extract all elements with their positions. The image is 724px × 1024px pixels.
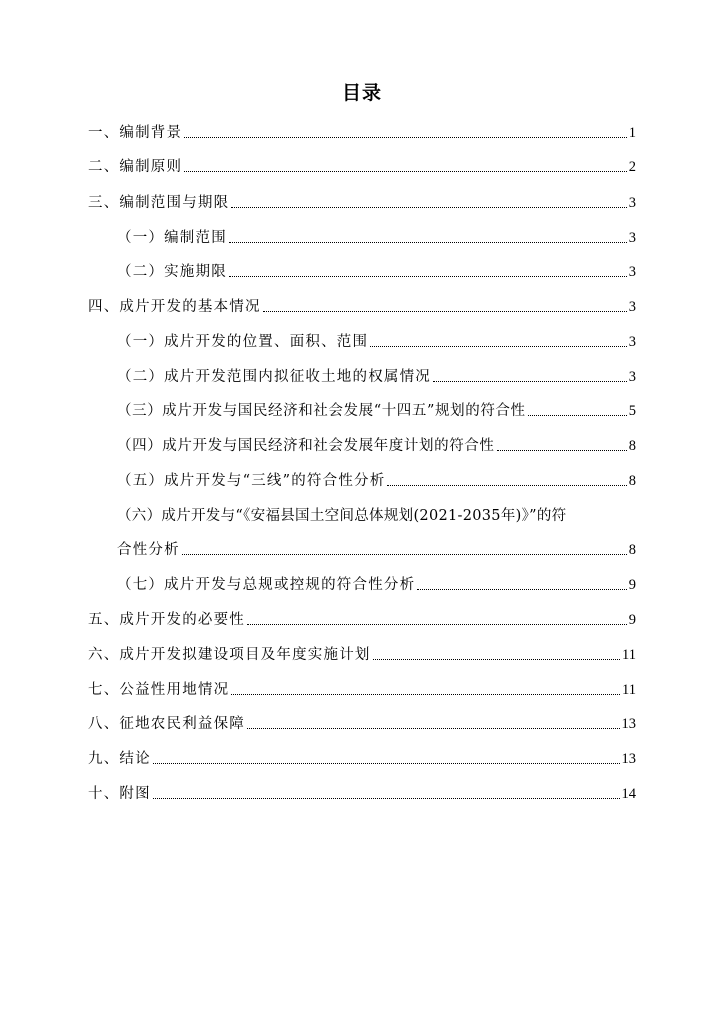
dot-leader — [184, 170, 627, 172]
dot-leader — [182, 553, 627, 555]
dot-leader — [528, 414, 627, 416]
toc-title: 目录 — [341, 82, 382, 104]
toc-entry-2[interactable] — [0, 156, 724, 178]
toc-entry-label: 一、编制背景 — [88, 125, 183, 141]
dot-leader — [497, 449, 627, 451]
toc-entry-label: 三、编制范围与期限 — [88, 195, 230, 211]
dot-leader — [263, 310, 627, 312]
toc-entry-label: 八、征地农民利益保障 — [88, 716, 245, 732]
toc-page-number: 1 — [628, 125, 636, 141]
toc-entry-label: （二）成片开发范围内拟征收土地的权属情况 — [117, 369, 431, 385]
toc-page-number: 3 — [628, 195, 636, 211]
dot-leader — [229, 275, 627, 277]
toc-page-number: 3 — [628, 230, 636, 246]
toc-entry-5[interactable] — [0, 609, 724, 631]
toc-entry-label: （一）成片开发的位置、面积、范围 — [117, 334, 369, 350]
toc-entry-label: 十、附图 — [88, 786, 151, 802]
toc-entry-7[interactable] — [0, 679, 724, 701]
toc-entry-10[interactable] — [0, 783, 724, 805]
toc-page-number: 9 — [628, 577, 636, 593]
toc-entry-label: 二、编制原则 — [88, 159, 183, 175]
toc-entry-4-1[interactable] — [0, 331, 724, 353]
toc-entry-4-6[interactable] — [0, 505, 724, 563]
toc-page-number: 11 — [622, 682, 636, 698]
toc-entry-label: （一）编制范围 — [117, 230, 227, 246]
toc-entry-4-2[interactable] — [0, 366, 724, 388]
dot-leader — [247, 623, 627, 625]
toc-page-number: 5 — [628, 403, 636, 419]
toc-entry-label: 五、成片开发的必要性 — [88, 612, 245, 628]
toc-page-number: 14 — [621, 786, 636, 802]
toc-entry-3-1[interactable] — [0, 227, 724, 249]
toc-page-number: 3 — [628, 369, 636, 385]
dot-leader — [229, 241, 627, 243]
toc-entry-label: （五）成片开发与“三线”的符合性分析 — [117, 473, 386, 489]
toc-entry-label: 四、成片开发的基本情况 — [88, 299, 261, 315]
dot-leader — [370, 345, 627, 347]
dot-leader — [387, 484, 626, 486]
toc-entry-3-2[interactable] — [0, 261, 724, 283]
toc-entry-3[interactable] — [0, 192, 724, 214]
dot-leader — [373, 658, 620, 660]
toc-page-number: 3 — [628, 334, 636, 350]
toc-page-number: 3 — [628, 299, 636, 315]
dot-leader — [231, 693, 620, 695]
dot-leader — [184, 136, 627, 138]
toc-entry-label: （二）实施期限 — [117, 264, 227, 280]
toc-entry-8[interactable] — [0, 713, 724, 735]
toc-page-number: 8 — [628, 542, 636, 558]
toc-entry-label-line-2: 合性分析 — [117, 542, 180, 558]
dot-leader — [153, 797, 620, 799]
toc-entry-label: （四）成片开发与国民经济和社会发展年度计划的符合性 — [117, 438, 495, 454]
toc-page-number: 11 — [622, 647, 636, 663]
toc-entry-4-3[interactable] — [0, 400, 724, 422]
dot-leader — [247, 727, 620, 729]
toc-page-number: 8 — [628, 473, 636, 489]
dot-leader — [231, 206, 626, 208]
toc-entry-6[interactable] — [0, 644, 724, 666]
toc-page-number: 8 — [628, 438, 636, 454]
toc-page-number: 2 — [628, 159, 636, 175]
toc-entry-label: 九、结论 — [88, 751, 151, 767]
toc-page-number: 9 — [628, 612, 636, 628]
toc-entry-1[interactable] — [0, 122, 724, 144]
toc-entry-label: 六、成片开发拟建设项目及年度实施计划 — [88, 647, 371, 663]
toc-entry-4-5[interactable] — [0, 470, 724, 492]
toc-entry-9[interactable] — [0, 748, 724, 770]
dot-leader — [153, 762, 620, 764]
toc-entry-label: 七、公益性用地情况 — [88, 682, 230, 698]
toc-page-number: 13 — [621, 716, 636, 732]
toc-page-number: 13 — [621, 751, 636, 767]
toc-page-number: 3 — [628, 264, 636, 280]
toc-entry-label: （七）成片开发与总规或控规的符合性分析 — [117, 577, 416, 593]
toc-entry-4-4[interactable] — [0, 435, 724, 457]
toc-entry-4[interactable] — [0, 296, 724, 318]
dot-leader — [433, 380, 627, 382]
dot-leader — [417, 588, 626, 590]
toc-entry-label-line-1: （六）成片开发与“《安福县国土空间总体规划(2021-2035年)》”的符 — [117, 508, 567, 524]
toc-entry-label: （三）成片开发与国民经济和社会发展“十四五”规划的符合性 — [117, 403, 526, 419]
toc-entry-4-7[interactable] — [0, 574, 724, 596]
